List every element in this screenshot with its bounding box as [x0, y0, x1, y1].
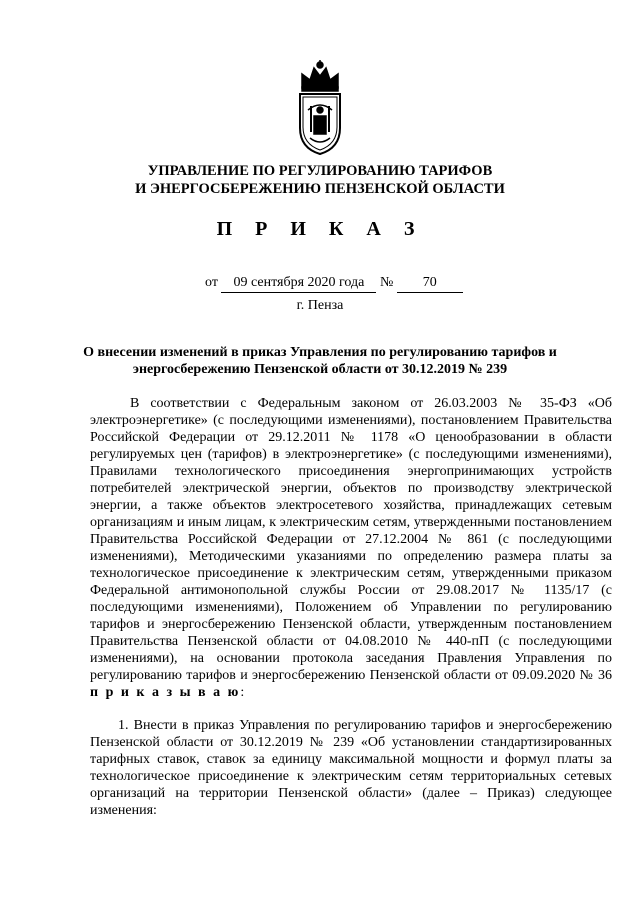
- subject-line1: О внесении изменений в приказ Управления по регулированию тарифов и: [83, 345, 557, 360]
- order-colon: :: [240, 685, 245, 700]
- coat-of-arms-icon: [292, 60, 348, 158]
- number-label: №: [379, 275, 394, 290]
- document-subject: [70, 344, 570, 378]
- document-date: 09 сентября 2020 года: [221, 274, 376, 293]
- subject-line2: энергосбережению Пензенской области от 30.12.2019 № 239: [132, 362, 508, 377]
- preamble-paragraph: [90, 395, 612, 701]
- preamble-text: В соответствии с Федеральным законом от 26.03.2003 № 35-ФЗ «Об электроэнергетике» (с последующими изменениями), постановлением Правительства Российской Федерации от 29.12.2011 № 1178 «О ценообразовании в области регулируемых цен (тарифов) в электроэнергетике» (с последующими изменениями), Правилами технологического присоединения энергопринимающих устройств потребителей электрической энергии, объектов по производству электрической энергии, а также объектов электросетевого хозяйства, принадлежащих сетевым организациям и иным лицам, к электрическим сетям, утвержденными постановлением Правительства Российской Федерации от 27.12.2004 № 861 (с последующими изменениями), Методическими указаниями по определению размера платы за технологическое присоединение к электрическим сетям, утвержденными приказом Федеральной антимонопольной службы России от 29.08.2017 № 1135/17 (с последующими изменениями), Положением об Управлении по регулированию тарифов и энергосбережению Пензенской области, утвержденным постановлением Правительства Пензенской области от 04.08.2010 № 440-пП (с последующими изменениями), на основании протокола заседания Правления Управления по регулированию тарифов и энергосбережению Пензенской области от 09.09.2020 № 36: [90, 396, 612, 683]
- order-word: п р и к а з ы в а ю: [90, 685, 241, 700]
- organization-name-line2: И ЭНЕРГОСБЕРЕЖЕНИЮ ПЕНЗЕНСКОЙ ОБЛАСТИ: [135, 181, 505, 197]
- organization-name: [0, 162, 640, 198]
- clause-1-text: 1. Внести в приказ Управления по регулированию тарифов и энергосбережению Пензенской области от 30.12.2019 № 239 «Об установлении стандартизированных тарифных ставок, ставок за единицу максимальной мощности и формул платы за технологическое присоединение к электрическим сетям территориальных сетевых организаций на территории Пензенской области» (далее – Приказ) следующее изменения:: [90, 718, 612, 818]
- organization-name-line1: УПРАВЛЕНИЕ ПО РЕГУЛИРОВАНИЮ ТАРИФОВ: [147, 163, 493, 179]
- city-label: г. Пенза: [296, 298, 344, 313]
- clause-1-paragraph: [90, 717, 612, 819]
- date-number-line: [205, 274, 463, 293]
- document-number: 70: [397, 274, 463, 293]
- document-type-title: П Р И К А З: [216, 218, 424, 240]
- from-label: от: [205, 275, 218, 290]
